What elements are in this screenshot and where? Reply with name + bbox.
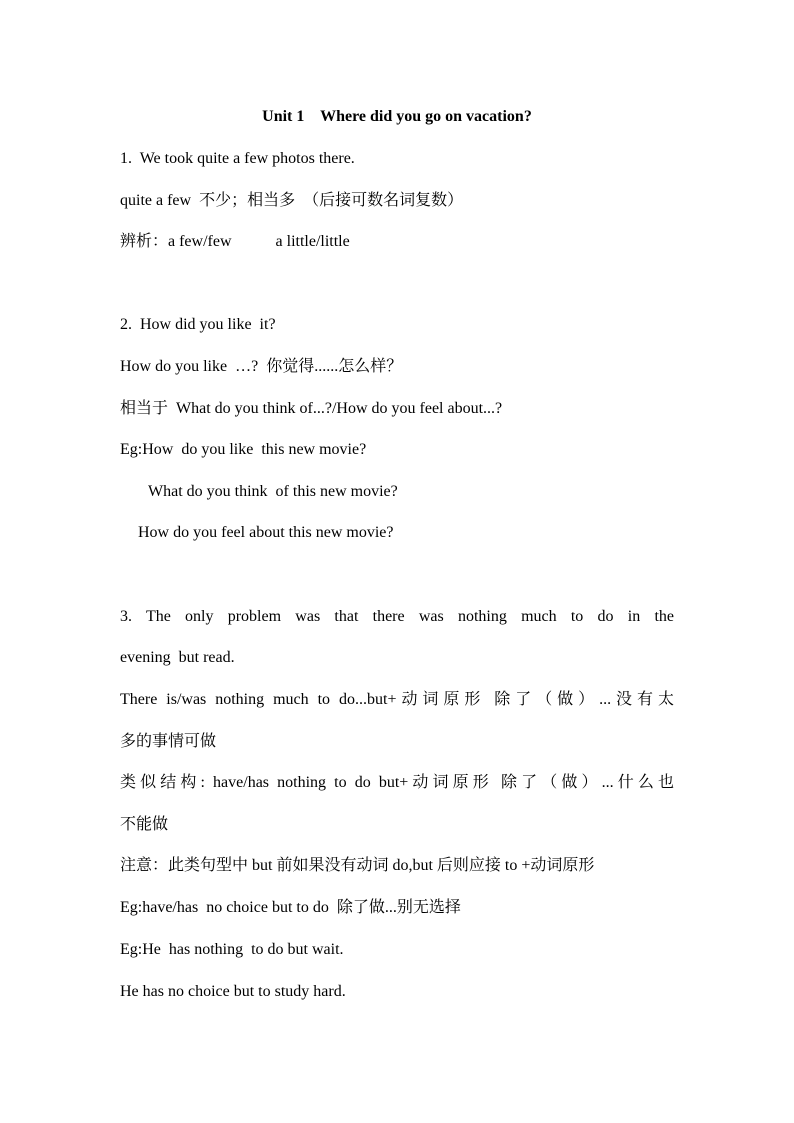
note-1-phrase: quite a few 不少；相当多 （后接可数名词复数） (120, 192, 464, 209)
note-3-sentence-cont: evening but read. (120, 649, 235, 666)
note-3-structure-cont: 多的事情可做 (120, 733, 217, 750)
note-2-equivalent: 相当于 What do you think of...?/How do you feel about...? (120, 400, 503, 417)
note-1-distinction: 辨析：a few/few a little/little (120, 233, 350, 250)
note-3-example-2: Eg:He has nothing to do but wait. (120, 941, 344, 958)
note-2-example-3: How do you feel about this new movie? (138, 524, 394, 541)
note-2-example-1: Eg:How do you like this new movie? (120, 441, 367, 458)
note-3-attention: 注意：此类句型中 but 前如果没有动词 do,but 后则应接 to +动词原形 (120, 857, 595, 874)
note-2-sentence: 2. How did you like it? (120, 316, 276, 333)
document-title: Unit 1 Where did you go on vacation? (262, 108, 532, 125)
note-3-similar-structure: 类似结构: have/has nothing to do but+动词原形 除了（做）...什么也 (120, 774, 674, 791)
note-3-example-1: Eg:have/has no choice but to do 除了做...别无选择 (120, 899, 461, 916)
note-2-phrase: How do you like …? 你觉得......怎么样？ (120, 358, 403, 375)
note-3-sentence: 3. The only problem was that there was nothing much to do in the (120, 608, 674, 625)
note-3-structure: There is/was nothing much to do...but+动词原形 除了（做）...没有太 (120, 691, 674, 708)
note-2-example-2: What do you think of this new movie? (148, 483, 398, 500)
note-3-similar-structure-cont: 不能做 (120, 816, 169, 833)
note-1-sentence: 1. We took quite a few photos there. (120, 150, 355, 167)
note-3-example-3: He has no choice but to study hard. (120, 983, 346, 1000)
